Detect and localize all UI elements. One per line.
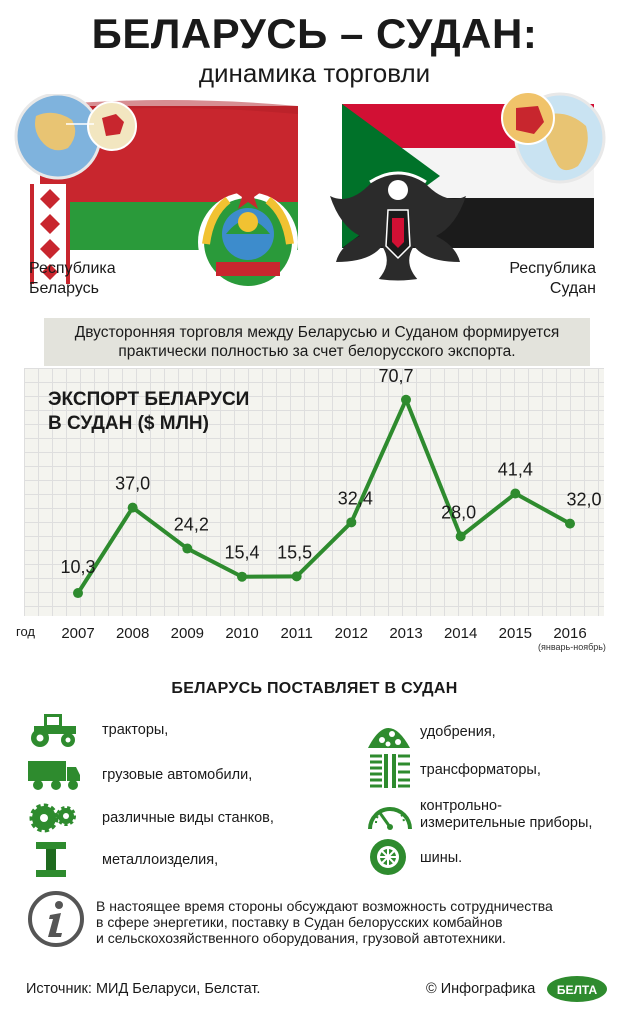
x-tick-label: 2011	[280, 625, 313, 642]
data-point	[401, 395, 411, 405]
data-point	[456, 531, 466, 541]
data-point	[292, 571, 302, 581]
data-point	[510, 489, 520, 499]
data-label: 70,7	[378, 365, 414, 386]
credit-text: © Инфографика	[426, 981, 536, 997]
page-title: БЕЛАРУСЬ – СУДАН:	[91, 10, 538, 57]
data-label: 15,5	[277, 542, 313, 563]
data-label: 32,4	[337, 488, 373, 509]
supply-label: шины.	[420, 850, 463, 866]
period-note: (январь-ноябрь)	[538, 642, 606, 652]
tire-icon	[364, 838, 418, 876]
supply-label: грузовые автомобили,	[102, 767, 253, 783]
sudan-label: Республика Судан	[509, 260, 596, 297]
supply-item-trucks	[26, 755, 326, 793]
data-point	[128, 503, 138, 513]
source-text: Источник: МИД Беларуси, Белстат.	[26, 981, 261, 997]
supply-item-fertilizers	[364, 712, 624, 750]
x-tick-label: 2015	[498, 625, 533, 642]
supply-label: различные виды станков,	[102, 810, 274, 826]
supply-label: удобрения,	[420, 724, 496, 740]
supply-item-machine-tools	[26, 798, 326, 836]
belta-logo	[546, 975, 608, 1003]
page-subtitle: динамика торговли	[198, 58, 431, 88]
x-tick-label: 2008	[115, 625, 150, 642]
supply-label: металлоизделия,	[102, 852, 219, 868]
supply-item-tires	[364, 838, 624, 876]
data-point	[182, 544, 192, 554]
gauge-icon	[364, 795, 418, 833]
tractor-icon	[26, 710, 80, 748]
x-tick-label: 2014	[443, 625, 478, 642]
x-tick-label: 2010	[225, 625, 259, 642]
chart-title: ЭКСПОРТ БЕЛАРУСИ В СУДАН ($ МЛН)	[48, 389, 250, 434]
x-tick-label: 2012	[334, 625, 369, 642]
data-label: 10,3	[60, 557, 96, 578]
info-icon	[28, 891, 84, 947]
supply-item-instruments	[364, 795, 624, 833]
data-label: 37,0	[115, 473, 151, 494]
x-axis-label: год	[16, 624, 35, 639]
data-label: 41,4	[497, 459, 533, 480]
data-point	[565, 519, 575, 529]
transformer-icon	[364, 752, 418, 790]
x-tick-label: 2007	[61, 625, 95, 642]
data-label: 15,4	[224, 542, 260, 563]
fertilizer-icon	[364, 712, 418, 750]
belarus-label: Республика Беларусь	[29, 260, 116, 297]
x-tick-label: 2016	[553, 625, 587, 642]
data-point	[73, 588, 83, 598]
data-point	[237, 572, 247, 582]
info-text: В настоящее время стороны обсуждают возможность сотрудничества в сфере энергетики, поставку в Судан белорусских комбайнов и сельскохозяйственного оборудования, грузовой автотехники.	[96, 898, 553, 946]
truck-icon	[26, 755, 80, 793]
data-point	[346, 517, 356, 527]
trade-note: Двусторонняя торговля между Беларусью и Суданом формируется практически полностью за счет белорусского экспорта.	[44, 318, 590, 366]
x-tick-label: 2013	[389, 625, 423, 642]
gears-icon	[26, 798, 80, 836]
supply-item-metal-products	[26, 840, 326, 878]
series-line-segment	[515, 494, 570, 524]
supply-label: трансформаторы,	[420, 762, 541, 778]
supply-item-transformers	[364, 752, 624, 790]
supplies-title: БЕЛАРУСЬ ПОСТАВЛЯЕТ В СУДАН	[171, 680, 458, 697]
series-line-segment	[78, 508, 133, 593]
data-label: 28,0	[441, 502, 477, 523]
x-tick-label: 2009	[170, 625, 205, 642]
supply-label-multiline: контрольно- измерительные приборы,	[420, 798, 593, 831]
data-label: 24,2	[173, 514, 209, 535]
supply-item-tractors	[26, 710, 326, 748]
supply-label: тракторы,	[102, 722, 169, 738]
data-label: 32,0	[566, 489, 602, 510]
svg-text:БЕЛТА: БЕЛТА	[556, 983, 598, 997]
i-beam-icon	[26, 840, 80, 878]
